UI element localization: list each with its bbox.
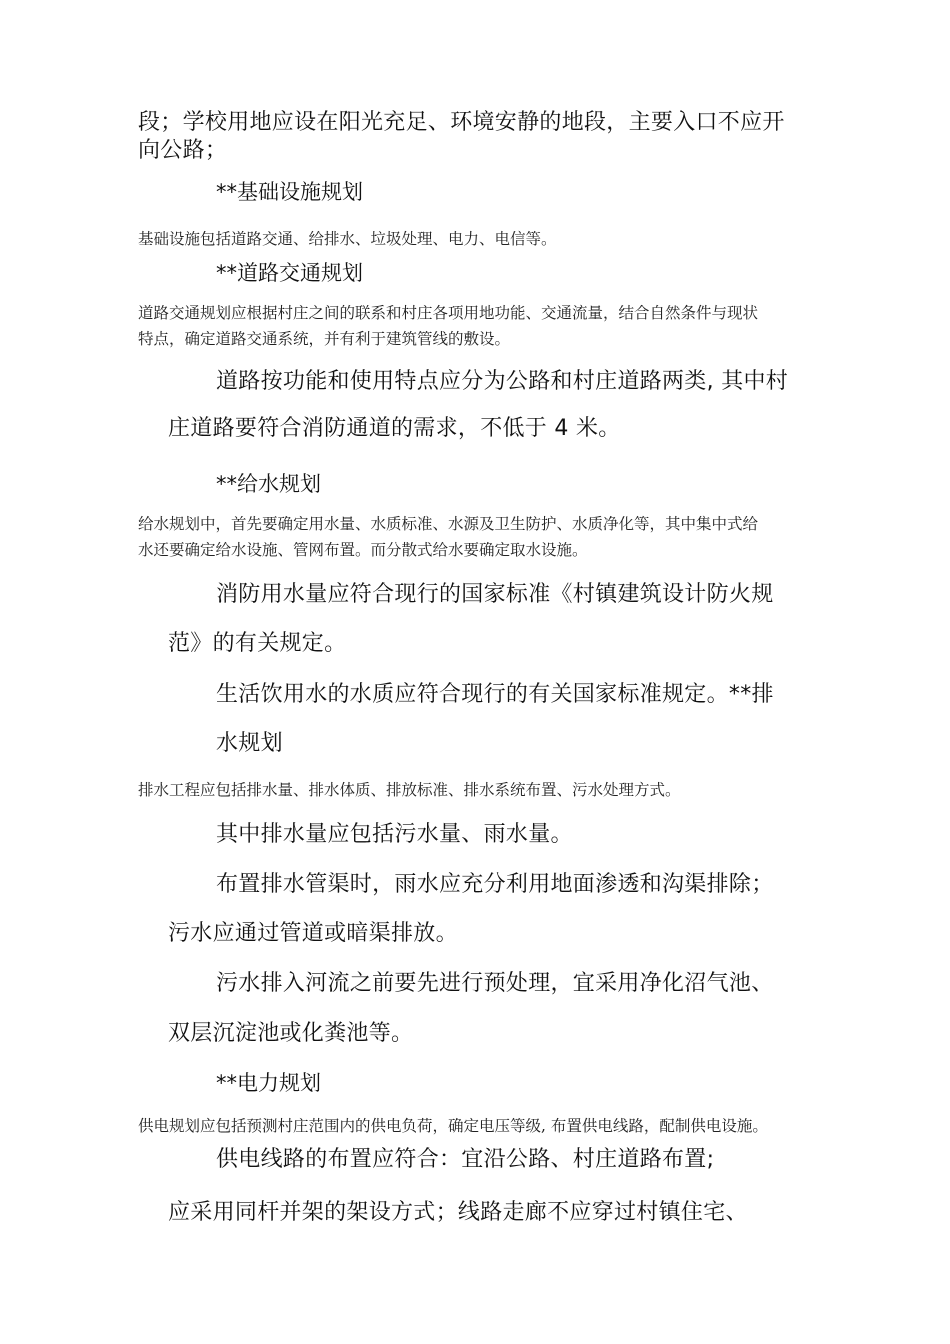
section-heading-infrastructure: **基础设施规划: [216, 180, 363, 204]
body-line: 应采用同杆并架的架设方式；线路走廊不应穿过村镇住宅、: [168, 1200, 748, 1225]
body-line-small: 排水工程应包括排水量、排水体质、排放标准、排水系统布置、污水处理方式。: [138, 781, 681, 799]
body-line-small: 道路交通规划应根据村庄之间的联系和村庄各项用地功能、交通流量，结合自然条件与现状: [138, 304, 759, 322]
body-line: 庄道路要符合消防通道的需求，不低于 4 米。: [168, 416, 621, 441]
body-line: 段；学校用地应设在阳光充足、环境安静的地段，主要入口不应开: [138, 110, 785, 135]
body-line: 范》的有关规定。: [168, 631, 347, 656]
body-line: 道路按功能和使用特点应分为公路和村庄道路两类, 其中村: [216, 369, 789, 394]
body-line: 消防用水量应符合现行的国家标准《村镇建筑设计防火规: [216, 582, 774, 607]
body-line: 污水排入河流之前要先进行预处理，宜采用净化沼气池、: [216, 971, 774, 996]
body-line: 生活饮用水的水质应符合现行的有关国家标准规定。**排: [216, 682, 774, 707]
body-line: 布置排水管渠时，雨水应充分利用地面渗透和沟渠排除；: [216, 872, 774, 897]
section-heading-water: **给水规划: [216, 472, 321, 496]
body-line-small: 给水规划中，首先要确定用水量、水质标准、水源及卫生防护、水质净化等，其中集中式给: [138, 515, 759, 533]
body-line-small: 供电规划应包括预测村庄范围内的供电负荷，确定电压等级, 布置供电线路，配制供电设施。: [138, 1117, 768, 1135]
body-line: 污水应通过管道或暗渠排放。: [168, 921, 458, 946]
section-heading-road: **道路交通规划: [216, 261, 363, 285]
body-line-small: 特点，确定道路交通系统，并有利于建筑管线的敷设。: [138, 330, 511, 348]
body-line: 供电线路的布置应符合：宜沿公路、村庄道路布置;: [216, 1147, 715, 1172]
body-line-small: 水还要确定给水设施、管网布置。而分散式给水要确定取水设施。: [138, 541, 588, 559]
body-line-small: 基础设施包括道路交通、给排水、垃圾处理、电力、电信等。: [138, 230, 557, 248]
section-heading-power: **电力规划: [216, 1071, 321, 1095]
body-line: 向公路；: [138, 138, 228, 163]
body-line: 其中排水量应包括污水量、雨水量。: [216, 822, 573, 847]
body-line: 水规划: [216, 731, 283, 756]
body-line: 双层沉淀池或化粪池等。: [168, 1021, 414, 1046]
